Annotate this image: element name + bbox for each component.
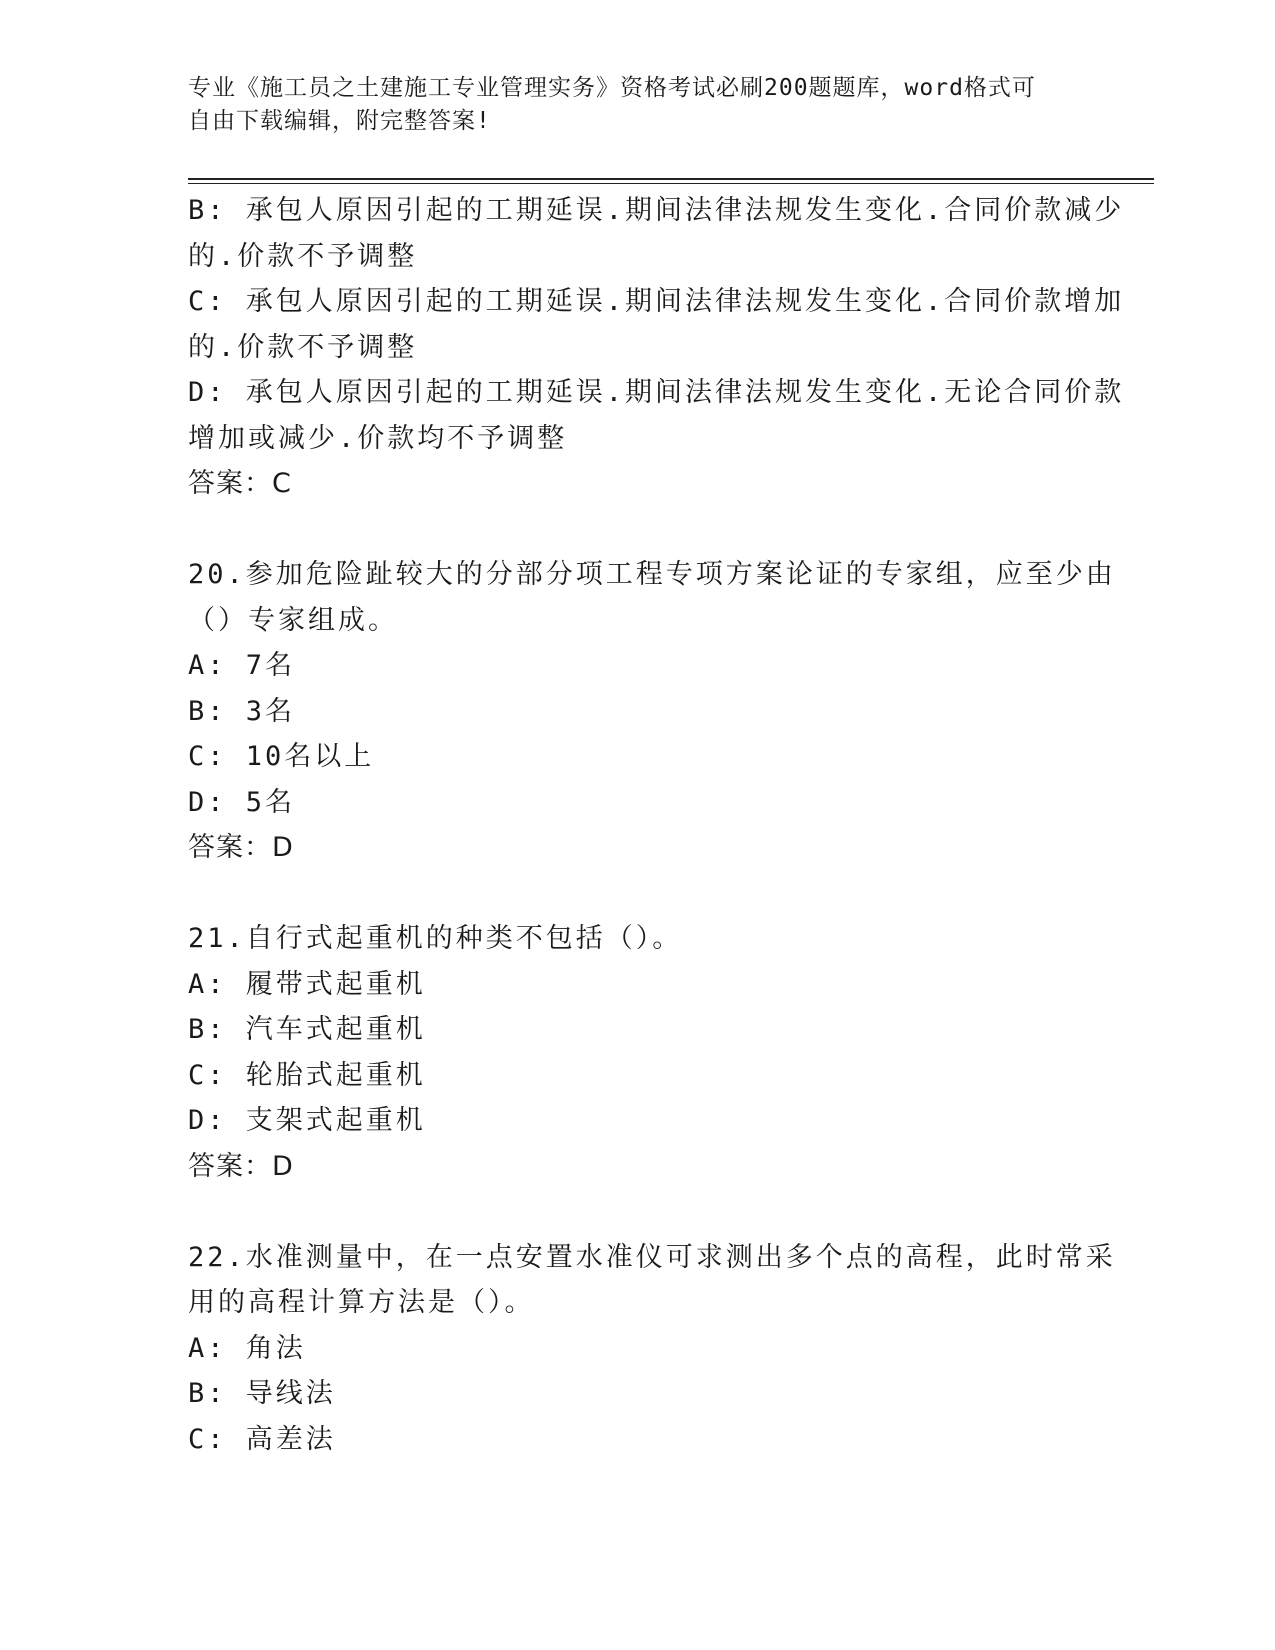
option-c: C: 轮胎式起重机 — [188, 1059, 426, 1091]
option-d-line-1: D: 承包人原因引起的工期延误.期间法律法规发生变化.无论合同价款 — [188, 377, 1125, 408]
option-b: B: 导线法 — [188, 1378, 336, 1409]
question-21 — [188, 916, 1088, 1189]
document-body — [188, 188, 1125, 1462]
header-divider-thin — [188, 183, 1154, 184]
option-c-line-2: 的.价款不予调整 — [188, 331, 418, 363]
option-b-line-2: 的.价款不予调整 — [188, 240, 418, 272]
question-text: 21.自行式起重机的种类不包括（）。 — [188, 923, 683, 954]
question-19-continued — [188, 188, 1125, 507]
option-a: A: 7名 — [188, 650, 296, 681]
question-text-line-1: 20.参加危险趾较大的分部分项工程专项方案论证的专家组，应至少由 — [188, 559, 1116, 590]
question-20 — [188, 552, 1116, 871]
question-text-line-2: （）专家组成。 — [188, 604, 398, 636]
option-d: D: 5名 — [188, 786, 296, 818]
header-line-1: 专业《施工员之土建施工专业管理实务》资格考试必刷200题题库，word格式可 — [188, 75, 1036, 101]
spacer — [188, 507, 1088, 553]
option-b-line-1: B: 承包人原因引起的工期延误.期间法律法规发生变化.合同价款减少 — [188, 195, 1125, 226]
header-line-2: 自由下载编辑，附完整答案! — [188, 108, 491, 134]
document-header — [188, 72, 1068, 138]
option-c: C: 高差法 — [188, 1423, 336, 1455]
option-c: C: 10名以上 — [188, 741, 375, 772]
option-b: B: 3名 — [188, 695, 296, 727]
option-b: B: 汽车式起重机 — [188, 1014, 426, 1045]
spacer — [188, 871, 1088, 917]
question-text-line-2: 用的高程计算方法是（）。 — [188, 1287, 535, 1318]
option-a: A: 角法 — [188, 1332, 306, 1364]
option-d-line-2: 增加或减少.价款均不予调整 — [188, 422, 568, 454]
question-22 — [188, 1235, 1116, 1463]
header-divider-thick — [188, 178, 1154, 180]
option-c-line-1: C: 承包人原因引起的工期延误.期间法律法规发生变化.合同价款增加 — [188, 286, 1125, 317]
question-text-line-1: 22.水准测量中，在一点安置水准仪可求测出多个点的高程，此时常采 — [188, 1241, 1116, 1273]
answer: 答案：D — [188, 832, 294, 863]
option-a: A: 履带式起重机 — [188, 968, 426, 1000]
answer: 答案：C — [188, 468, 292, 499]
option-d: D: 支架式起重机 — [188, 1105, 426, 1136]
spacer — [188, 1189, 1088, 1235]
answer: 答案：D — [188, 1150, 294, 1182]
